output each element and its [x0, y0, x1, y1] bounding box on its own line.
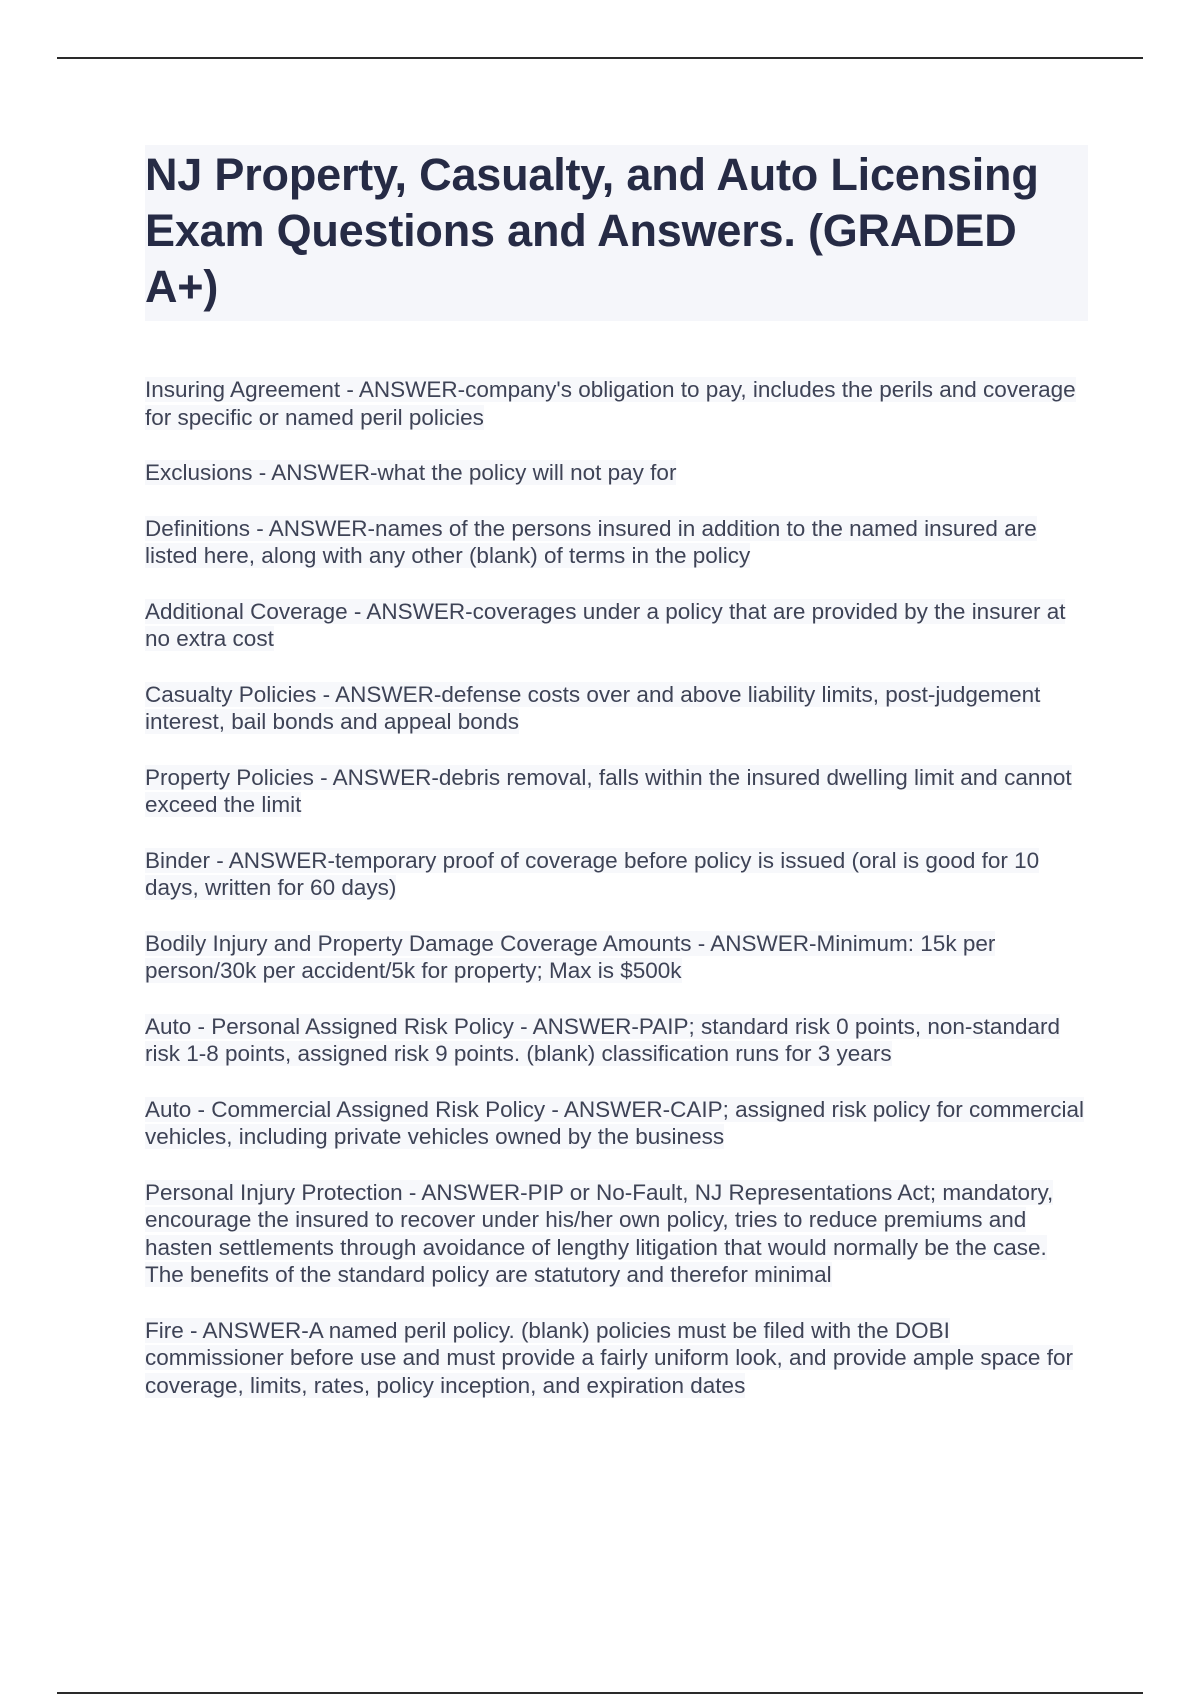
bottom-divider — [57, 1692, 1143, 1694]
qa-entry-text: Exclusions - ANSWER-what the policy will not pay for — [145, 460, 677, 485]
qa-entry — [145, 930, 1088, 985]
qa-entry-text: Auto - Personal Assigned Risk Policy - ANSWER-PAIP; standard risk 0 points, non-standard risk 1-8 points, assigned risk 9 points. (blank) classification runs for 3 years — [145, 1013, 1060, 1066]
qa-entry — [145, 764, 1088, 819]
qa-entry — [145, 1317, 1088, 1400]
qa-list — [145, 376, 1088, 1399]
qa-entry-text: Auto - Commercial Assigned Risk Policy - ANSWER-CAIP; assigned risk policy for commercial vehicles, including private vehicles owned by the business — [145, 1096, 1085, 1149]
qa-entry-text: Personal Injury Protection - ANSWER-PIP or No-Fault, NJ Representations Act; mandatory, encourage the insured to recover under his/her own policy, tries to reduce premiums and hasten settlements through avoidance of lengthy litigation that would normally be the case. The benefits of the standard policy are statutory and therefor minimal — [145, 1179, 1054, 1287]
qa-entry — [145, 376, 1088, 431]
qa-entry-text: Additional Coverage - ANSWER-coverages under a policy that are provided by the insurer at no extra cost — [145, 598, 1066, 651]
document-title: NJ Property, Casualty, and Auto Licensing Exam Questions and Answers. (GRADED A+) — [145, 149, 1039, 312]
qa-entry-text: Binder - ANSWER-temporary proof of coverage before policy is issued (oral is good for 10 days, written for 60 days) — [145, 847, 1040, 900]
top-divider — [57, 57, 1143, 59]
qa-entry — [145, 1013, 1088, 1068]
qa-entry-text: Definitions - ANSWER-names of the persons insured in addition to the named insured are listed here, along with any other (blank) of terms in the policy — [145, 515, 1037, 568]
qa-entry-text: Insuring Agreement - ANSWER-company's obligation to pay, includes the perils and coverage for specific or named peril policies — [145, 377, 1076, 430]
qa-entry — [145, 598, 1088, 653]
qa-entry — [145, 847, 1088, 902]
qa-entry-text: Fire - ANSWER-A named peril policy. (blank) policies must be filed with the DOBI commissioner before use and must provide a fairly uniform look, and provide ample space for coverage, limits, rates, policy inception, and expiration dates — [145, 1317, 1073, 1398]
qa-entry — [145, 1179, 1088, 1289]
qa-entry — [145, 1096, 1088, 1151]
qa-entry — [145, 681, 1088, 736]
qa-entry — [145, 459, 1088, 487]
qa-entry — [145, 515, 1088, 570]
document-body — [145, 145, 1088, 1427]
qa-entry-text: Bodily Injury and Property Damage Coverage Amounts - ANSWER-Minimum: 15k per person/30k per accident/5k for property; Max is $500k — [145, 930, 996, 983]
qa-entry-text: Property Policies - ANSWER-debris removal, falls within the insured dwelling limit and cannot exceed the limit — [145, 764, 1072, 817]
title-block — [145, 145, 1088, 321]
qa-entry-text: Casualty Policies - ANSWER-defense costs over and above liability limits, post-judgement interest, bail bonds and appeal bonds — [145, 681, 1041, 734]
